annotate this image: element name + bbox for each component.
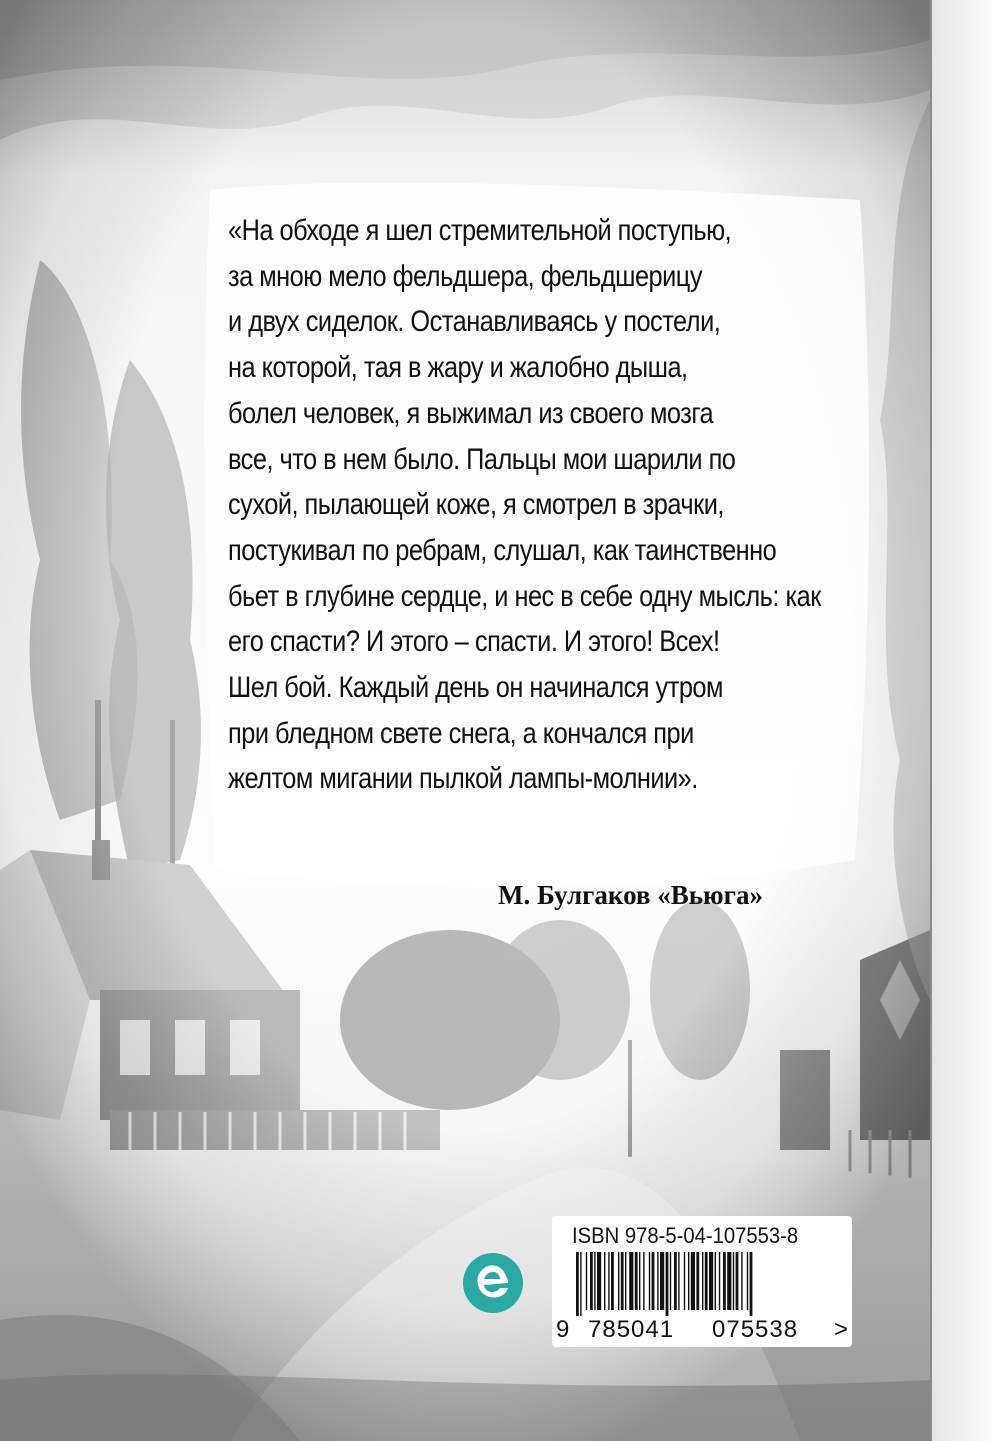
quote-line: Шел бой. Каждый день он начинался утром bbox=[228, 671, 723, 705]
barcode-bar bbox=[608, 1252, 609, 1310]
isbn-label: ISBN 978-5-04-107553-8 bbox=[572, 1223, 799, 1248]
barcode-bar bbox=[576, 1252, 579, 1316]
barcode-bar bbox=[741, 1252, 742, 1310]
barcode-bar bbox=[691, 1252, 695, 1310]
barcode-bar bbox=[597, 1252, 601, 1310]
barcode-bar bbox=[688, 1252, 689, 1310]
barcode-bar bbox=[709, 1252, 713, 1310]
barcode-bar bbox=[611, 1252, 614, 1310]
barcode-bar bbox=[747, 1252, 748, 1310]
barcode-bar bbox=[684, 1252, 685, 1310]
book-spine bbox=[932, 0, 992, 1441]
barcode-bar bbox=[736, 1252, 739, 1310]
barcode-bar bbox=[629, 1252, 633, 1310]
barcode-bar bbox=[733, 1252, 734, 1310]
barcode-bar bbox=[604, 1252, 605, 1310]
quote-line: сухой, пылающей коже, я смотрел в зрачки, bbox=[228, 488, 724, 522]
barcode-bar bbox=[696, 1252, 699, 1310]
quote-line: постукивал по ребрам, слушал, как таинственно bbox=[228, 533, 777, 567]
eksmo-logo-icon bbox=[462, 1252, 524, 1314]
barcode-quiet-zone-arrow: > bbox=[834, 1316, 849, 1343]
barcode-bar bbox=[590, 1252, 593, 1310]
quote-line: его спасти? И этого – спасти. И этого! Всех! bbox=[228, 625, 720, 659]
barcode-digits-right: 075538 bbox=[712, 1316, 799, 1343]
barcode bbox=[572, 1252, 828, 1316]
barcode-bar bbox=[652, 1252, 655, 1310]
quote-text bbox=[228, 208, 821, 802]
barcode-bar bbox=[618, 1252, 619, 1310]
quote-line: за мною мело фельдшера, фельдшерицу bbox=[228, 259, 702, 293]
barcode-digit-first: 9 bbox=[556, 1316, 570, 1343]
barcode-bar bbox=[580, 1252, 581, 1316]
quote-line: при бледном свете снега, а кончался при bbox=[228, 716, 694, 750]
quote-author: М. Булгаков «Вьюга» bbox=[498, 880, 763, 910]
barcode-bar bbox=[715, 1252, 716, 1310]
barcode-bar bbox=[666, 1252, 669, 1316]
quote-line: на которой, тая в жару и жалобно дыша, bbox=[228, 351, 688, 385]
quote-line: желтом мигании пылкой лампы-молнии». bbox=[228, 762, 698, 796]
barcode-bar bbox=[657, 1252, 658, 1310]
quote-line: бьет в глубине сердце, и нес в себе одну мысль: как bbox=[228, 579, 821, 613]
barcode-digits-left: 785041 bbox=[588, 1316, 675, 1343]
barcode-bar bbox=[660, 1252, 664, 1310]
barcode-bar bbox=[719, 1252, 720, 1310]
barcode-bar bbox=[594, 1252, 595, 1310]
barcode-bar bbox=[705, 1252, 708, 1310]
quote-line: и двух сиделок. Останавливаясь у постели, bbox=[228, 305, 721, 339]
barcode-bar bbox=[750, 1252, 753, 1316]
barcode-bar bbox=[621, 1252, 624, 1310]
quote-line: болел человек, я выжимал из своего мозга bbox=[228, 396, 714, 430]
barcode-bar bbox=[643, 1252, 644, 1310]
quote-line: «На обходе я шел стремительной поступью, bbox=[228, 214, 732, 247]
barcode-bar bbox=[639, 1252, 640, 1310]
barcode-bar bbox=[674, 1252, 677, 1310]
barcode-bar bbox=[649, 1252, 650, 1310]
barcode-bar bbox=[586, 1252, 587, 1310]
quote-line: все, что в нем было. Пальцы мои шарили по bbox=[228, 442, 736, 476]
barcode-bar bbox=[670, 1252, 671, 1310]
barcode-bar bbox=[702, 1252, 703, 1310]
barcode-bar bbox=[723, 1252, 726, 1310]
barcode-bar bbox=[727, 1252, 731, 1310]
barcode-bar bbox=[635, 1252, 638, 1310]
barcode-bar bbox=[625, 1252, 626, 1310]
barcode-bar bbox=[678, 1252, 679, 1310]
